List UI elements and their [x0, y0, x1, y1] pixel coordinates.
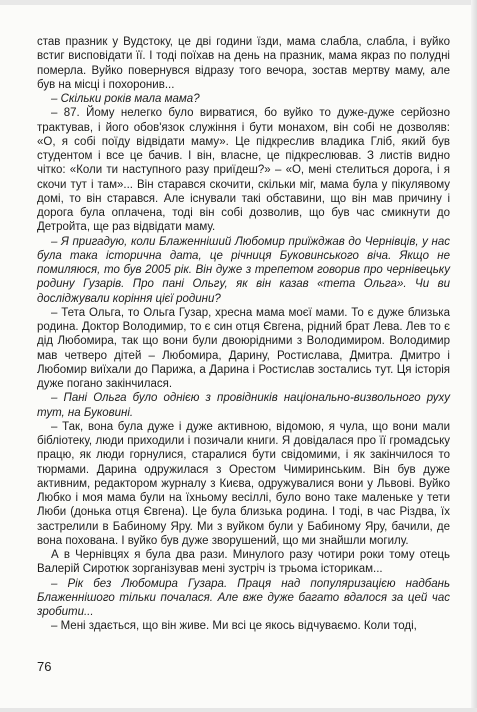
scan-edge-right	[471, 0, 477, 712]
question-year-without: – Рік без Любомира Гузара. Праця над популяризацією надбань Блаженнішого тільки почалася. Але вже дуже багато вдалося за цей час зробити...	[37, 577, 450, 618]
question-mother-age: – Скільки років мала мама?	[51, 93, 200, 105]
question-chernivtsi-visit: – Я пригадую, коли Блаженніший Любомир приїжджав до Чернівців, у нас була така історична дата, це річниця Буковинського віча. Якщо не помиляюся, то був 2005 рік. Він дуже з трепетом говорив про чернівецьку родину Гузарів. Про пані Ольгу, як він казав «тета Ольга». Чи ви досліджували коріння цієї родини?	[37, 235, 450, 305]
answer-mother-age: – 87. Йому нелегко було вирватися, бо вуйко то дуже-дуже серйозно трактував, і його обов'язок служіння і бути монахом, він собі не дозволяв: «О, я собі поїду відвідати маму». Це підкреслив владика Гліб, який був студентом і все це бачив. І він, власне, це підкреслював. З листів видно чітко: «Коли ти наступного разу приїдеш?» – «О, мені стелиться дорога, і я скочи тут і там»... Він старався скочити, скільки міг, мама була у пікулявому домі, то він старався. Але існували такі обставини, що він мав причину і дорога була оплачена, тоді він собі дозволив, що був час смикнути до Детройта, ще раз відвідати маму.	[37, 107, 450, 234]
answer-olga-activity: – Так, вона була дуже і дуже активною, відомою, я чула, що вони мали бібліотеку, люди приходили і позичали книги. Я довідалася про її громадську працю, як люди горнулися, старалися бути свідомими, і як закінчилося то тюрмами. Дарина одружилася з Орестом Чимиринським. Він був дуже активним, редактором журналу з Києва, одружувалися вони у Львові. Вуйко Любко і моя мама були на їхньому весіллі, було воно таке маленьке у тети Люби (донька отця Євгена). Це була близька родина. І тоді, в час Різдва, їх застрелили в Бабиному Яру. Ми з вуйком були у Бабиному Яру, бачили, де вона похована. І вуйко був дуже зворушений, що ми знайшли могилу.	[37, 420, 450, 547]
question-olga-movement: – Пані Ольга було однією з провідників національно-визвольного руху тут, на Буковині.	[37, 392, 450, 419]
paragraph-intro: став празник у Вудстоку, це дві години їзди, мама слабла, слабла, і вуйко встиг висповідати її. І тоді поїхав на день на празник, мама якраз по полудні померла. Вуйко повернувся відразу того вечора, зостав мертву маму, але був на місці і похоронив...	[37, 36, 450, 91]
scan-edge-bottom	[0, 708, 477, 712]
scan-edge-top	[0, 0, 477, 5]
answer-aunt-olga: – Тета Ольга, то Ольга Гузар, хресна мама моєї мами. То є дуже близька родина. Доктор Володимир, то є син отця Євгена, рідний брат Лева. Лев то є дід Любомира, так що вони були двоюрідними з Володимиром. Володимир мав четверо дітей – Любомира, Дарину, Ростислава, Дмитра. Дмитро і Любомир виїхали до Парижа, а Дарина і Ростислав зостались тут. Ця історія дуже погано закінчилася.	[37, 306, 450, 390]
answer-he-lives: – Мені здається, що він живе. Ми всі це якось відчуваємо. Коли тоді,	[51, 620, 417, 633]
paragraph-chernivtsi-trips: А в Чернівцях я була два рази. Минулого разу чотири роки тому отець Валерій Сиротюк зорганізував мені зустріч із трьома історикам...	[37, 549, 450, 576]
page-number: 76	[37, 659, 52, 674]
body-text	[37, 35, 450, 634]
